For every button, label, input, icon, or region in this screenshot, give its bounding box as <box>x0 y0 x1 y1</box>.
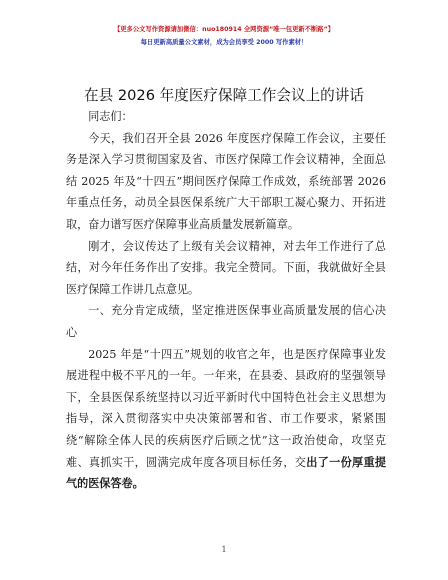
paragraph-achievements-bold-tail: 出了一份厚重提气的医保答卷。 <box>66 455 386 491</box>
promo-banner-line-1: 【更多公文写作资源请加微信：nuo180914 全网资源“唯一包更新不断路”】 <box>113 26 335 33</box>
page-number: 1 <box>221 545 227 554</box>
paragraph-achievements-text: 2025 年是“十四五”规划的收官之年，也是医疗保障事业发展进程中极不平凡的一年。一年来，在县委、县政府的坚强领导下，全县医保系统坚持以习近平新时代中国特色社会主义思想为指导，深入贯彻落实中央决策部署和省、市工作要求，紧紧围绕“解除全体人民的疾病医疗后顾之忧”这一政治使命，攻坚克难、真抓实干，圆满完成年度各项目标任务，交 <box>66 347 386 469</box>
paragraph-intro: 今天，我们召开全县 2026 年度医疗保障工作会议，主要任务是深入学习贯彻国家及省、市医疗保障工作会议精神，全面总结 2025 年及“十四五”期间医疗保障工作成效，系统部署 2026 年重点任务，动员全县医保系统广大干部职工凝心聚力、开拓进取，奋力谱写医疗保障事业高质量发展新篇章。 <box>66 131 386 231</box>
paragraph-agenda: 刚才，会议传达了上级有关会议精神，对去年工作进行了总结，对今年任务作出了安排。我完全赞同。下面，我就做好全县医疗保障工作讲几点意见。 <box>66 239 386 296</box>
document-body <box>66 106 386 495</box>
paragraph-achievements <box>66 344 386 495</box>
document-title: 在县 2026 年度医疗保障工作会议上的讲话 <box>84 87 364 104</box>
salutation: 同志们： <box>88 110 133 123</box>
section-heading-1: 一、充分肯定成绩，坚定推进医保事业高质量发展的信心决心 <box>66 304 386 339</box>
promo-banner-line-2: 每日更新高质量公文素材，成为会员享受 2000 写作素材！ <box>140 39 308 46</box>
